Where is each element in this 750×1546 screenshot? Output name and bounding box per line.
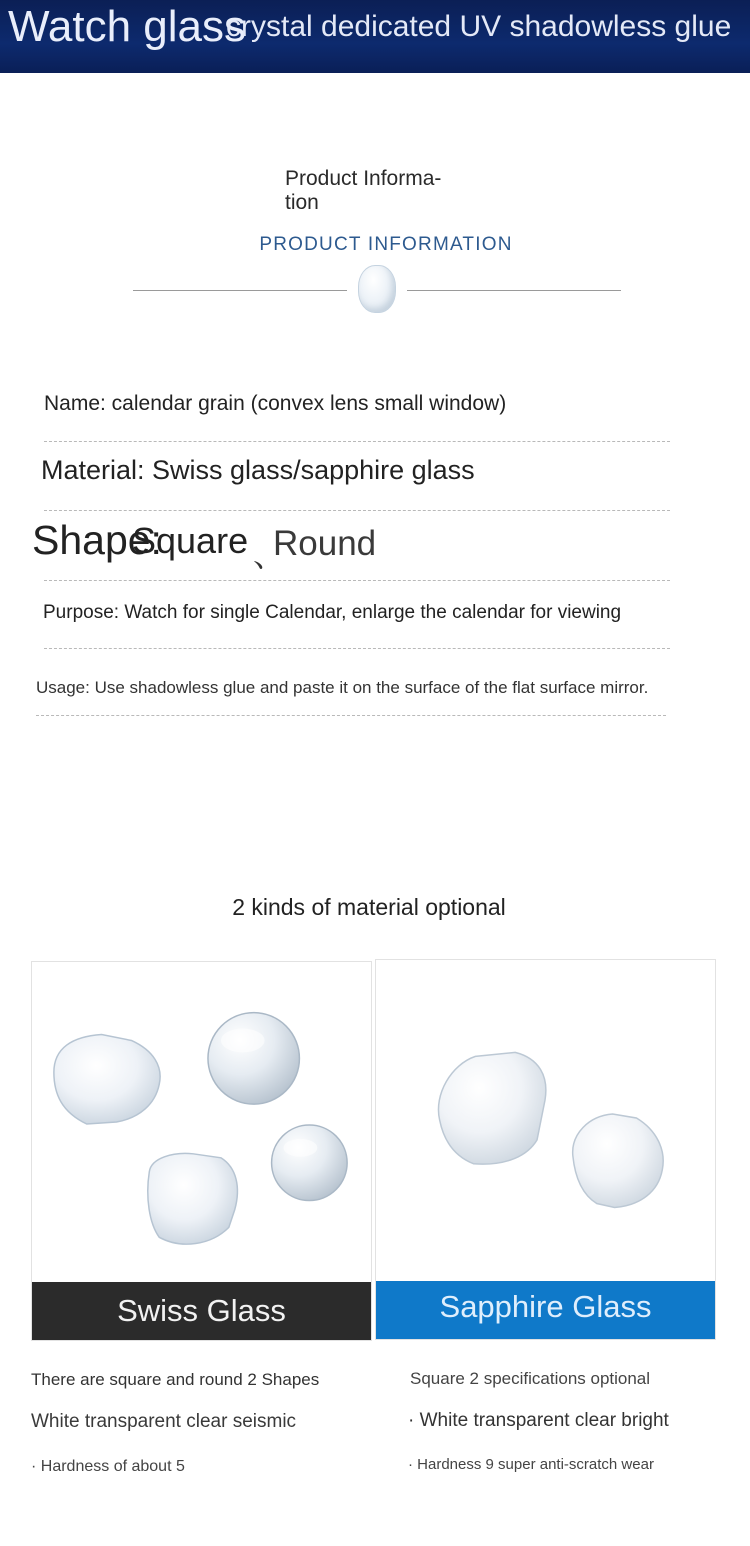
sapphire-desc-hardness: · Hardness 9 super anti-scratch wear <box>408 1456 654 1473</box>
square-lens-icon <box>438 1052 545 1164</box>
banner-title-big: Watch glass <box>8 2 247 51</box>
spec-shape-label: Shape: <box>32 517 162 563</box>
banner-title-rest: crystal dedicated UV shadowless glue <box>226 10 732 43</box>
round-lens-icon <box>208 1013 299 1104</box>
divider-right <box>407 290 621 291</box>
spec-purpose: Purpose: Watch for single Calendar, enlarge the calendar for viewing <box>43 602 622 623</box>
sapphire-desc-clarity: · White transparent clear bright <box>408 1410 669 1431</box>
swiss-glass-image <box>32 962 371 1283</box>
product-info-heading-en: PRODUCT INFORMATION <box>259 234 513 255</box>
swiss-desc-hardness: · Hardness of about 5 <box>31 1458 185 1475</box>
product-info-heading: Product Informa-tion <box>285 167 442 214</box>
spec-usage: Usage: Use shadowless glue and paste it on the surface of the flat surface mirror. <box>36 678 649 697</box>
swiss-glass-card <box>31 961 372 1341</box>
spec-shape-round: Round <box>273 524 377 563</box>
sapphire-glass-label: Sapphire Glass <box>376 1281 715 1339</box>
lens-icon <box>358 265 396 313</box>
spec-name: Name: calendar grain (convex lens small window) <box>44 392 507 415</box>
swiss-desc-clarity: White transparent clear seismic <box>31 1411 297 1432</box>
title-banner <box>0 0 750 73</box>
sapphire-desc-specs: Square 2 specifications optional <box>410 1369 651 1388</box>
spec-divider <box>44 580 670 581</box>
spec-divider <box>44 510 670 511</box>
spec-divider <box>36 715 666 716</box>
divider-left <box>133 290 347 291</box>
sapphire-glass-image <box>376 960 715 1281</box>
materials-title: 2 kinds of material optional <box>232 894 506 920</box>
swiss-desc-shapes: There are square and round 2 Shapes <box>31 1370 320 1389</box>
square-lens-icon <box>573 1114 663 1207</box>
spec-shape-separator: 、 <box>253 537 286 573</box>
spec-divider <box>44 441 670 442</box>
spec-material: Material: Swiss glass/sapphire glass <box>41 455 475 485</box>
swiss-glass-label: Swiss Glass <box>32 1282 371 1340</box>
square-lens-icon <box>54 1035 160 1124</box>
square-lens-icon <box>148 1153 238 1244</box>
spec-divider <box>44 648 670 649</box>
round-lens-icon <box>272 1125 348 1201</box>
sapphire-glass-card <box>375 959 716 1340</box>
spec-shape-value: Square <box>132 520 249 561</box>
